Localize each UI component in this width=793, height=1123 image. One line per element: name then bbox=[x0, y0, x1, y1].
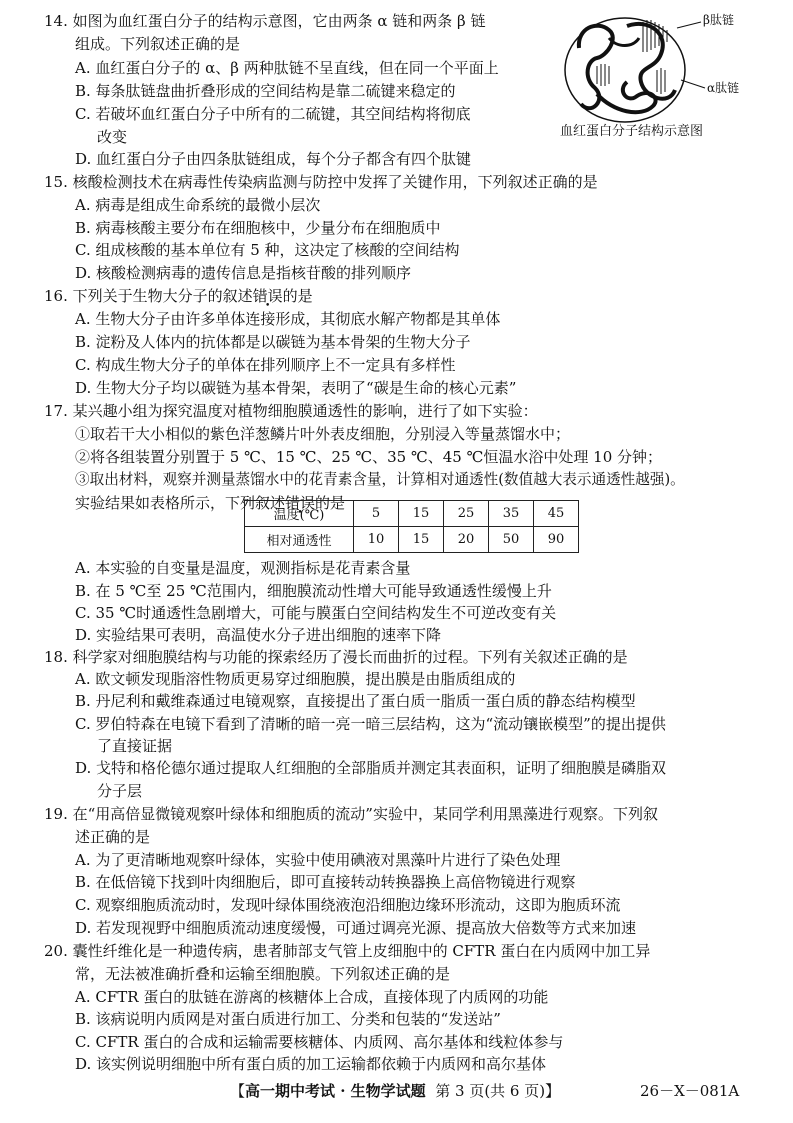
q17-stem: 17. 某兴趣小组为探究温度对植物细胞膜通透性的影响，进行了如下实验： bbox=[44, 402, 538, 420]
q19-option-d: D. 若发现视野中细胞质流动速度缓慢，可通过调亮光源、提高放大倍数等方式来加速 bbox=[75, 919, 637, 937]
q17-option-c: C. 35 ℃时通透性急剧增大，可能与膜蛋白空间结构发生不可逆改变有关 bbox=[75, 604, 557, 622]
q18-option-c: C. 罗伯特森在电镜下看到了清晰的暗一亮一暗三层结构，这为“流动镶嵌模型”的提出提供 bbox=[75, 715, 666, 733]
q16-option-a: A. 生物大分子由许多单体连接形成，其彻底水解产物都是其单体 bbox=[75, 310, 501, 328]
q16-stem-post: 的是 bbox=[282, 287, 313, 305]
q17-result-pre: 实验结果如表格所示，下列叙述 bbox=[75, 494, 286, 512]
table-row bbox=[245, 501, 579, 527]
q16-option-d: D. 生物大分子均以碳链为基本骨架，表明了“碳是生命的核心元素” bbox=[75, 379, 517, 397]
table-cell: 50 bbox=[489, 527, 534, 553]
figure-caption: 血红蛋白分子结构示意图 bbox=[560, 124, 704, 139]
q17-step-1: ①取若干大小相似的紫色洋葱鳞片叶外表皮细胞，分别浸入等量蒸馏水中； bbox=[75, 425, 571, 443]
q15-option-b: B. 病毒核酸主要分布在细胞核中，少量分布在细胞质中 bbox=[75, 219, 441, 237]
q15-option-c: C. 组成核酸的基本单位有 5 种，这决定了核酸的空间结构 bbox=[75, 241, 460, 259]
table-cell: 5 bbox=[354, 501, 399, 527]
q20-option-b: B. 该病说明内质网是对蛋白质进行加工、分类和包装的“发送站” bbox=[75, 1010, 501, 1028]
q17-step-3: ③取出材料，观察并测量蒸馏水中的花青素含量，计算相对通透性(数值越大表示通透性越强)。 bbox=[75, 471, 685, 488]
q17-option-a: A. 本实验的自变量是温度，观测指标是花青素含量 bbox=[75, 559, 411, 577]
q18-option-c-cont: 了直接证据 bbox=[97, 737, 173, 755]
beta-chain-label: β肽链 bbox=[703, 13, 734, 27]
results-table bbox=[244, 500, 579, 553]
q16-stem-pre: 16. 下列关于生物大分子的叙述 bbox=[44, 287, 253, 305]
q19-option-b: B. 在低倍镜下找到叶肉细胞后，即可直接转动转换器换上高倍物镜进行观察 bbox=[75, 873, 576, 891]
q20-stem-line1: 20. 囊性纤维化是一种遗传病，患者肺部支气管上皮细胞中的 CFTR 蛋白在内质网中加工异 bbox=[44, 942, 651, 960]
table-cell: 15 bbox=[399, 527, 444, 553]
footer-title: 高一期中考试 · 生物学试题 bbox=[245, 1082, 426, 1100]
q17-result-emphasis: 错误 bbox=[285, 494, 316, 512]
q20-option-a: A. CFTR 蛋白的肽链在游离的核糖体上合成，直接体现了内质网的功能 bbox=[75, 988, 549, 1006]
q14-option-c: C. 若破坏血红蛋白分子中所有的二硫键，其空间结构将彻底 bbox=[75, 105, 471, 123]
q14-option-b: B. 每条肽链盘曲折叠形成的空间结构是靠二硫键来稳定的 bbox=[75, 82, 456, 100]
q18-stem: 18. 科学家对细胞膜结构与功能的探索经历了漫长而曲折的过程。下列有关叙述正确的是 bbox=[44, 648, 628, 666]
table-cell: 25 bbox=[444, 501, 489, 527]
q20-option-c: C. CFTR 蛋白的合成和运输需要核糖体、内质网、高尔基体和线粒体参与 bbox=[75, 1033, 564, 1051]
q18-option-d: D. 戈特和格伦德尔通过提取人红细胞的全部脂质并测定其表面积，证明了细胞膜是磷脂双 bbox=[75, 759, 667, 777]
q19-option-a: A. 为了更清晰地观察叶绿体，实验中使用碘液对黑藻叶片进行了染色处理 bbox=[75, 851, 561, 869]
q16-option-b: B. 淀粉及人体内的抗体都是以碳链为基本骨架的生物大分子 bbox=[75, 333, 471, 351]
footer-bracket-open: 【 bbox=[230, 1082, 246, 1100]
q15-option-a: A. 病毒是组成生命系统的最微小层次 bbox=[75, 196, 321, 214]
q18-option-d-cont: 分子层 bbox=[97, 782, 143, 800]
q15-stem: 15. 核酸检测技术在病毒性传染病监测与防控中发挥了关键作用，下列叙述正确的是 bbox=[44, 173, 598, 191]
q15-option-d: D. 核酸检测病毒的遗传信息是指核苷酸的排列顺序 bbox=[75, 264, 412, 282]
table-cell: 35 bbox=[489, 501, 534, 527]
table-cell: 10 bbox=[354, 527, 399, 553]
table-cell: 45 bbox=[534, 501, 579, 527]
footer-page-number: 第 3 页(共 6 页) bbox=[435, 1082, 546, 1100]
q16-stem-emphasis: 错误 bbox=[252, 287, 283, 305]
q17-option-b: B. 在 5 ℃至 25 ℃范围内，细胞膜流动性增大可能导致通透性缓慢上升 bbox=[75, 582, 552, 600]
q19-stem-line2: 述正确的是 bbox=[75, 828, 151, 846]
q14-stem-line2: 组成。下列叙述正确的是 bbox=[75, 35, 241, 53]
q18-option-a: A. 欧文顿发现脂溶性物质更易穿过细胞膜，提出膜是由脂质组成的 bbox=[75, 670, 516, 688]
q19-stem-line1: 19. 在“用高倍显微镜观察叶绿体和细胞质的流动”实验中，某同学利用黑藻进行观察。下列叙 bbox=[44, 805, 658, 823]
q14-option-a: A. 血红蛋白分子的 α、β 两种肽链不呈直线，但在同一个平面上 bbox=[75, 59, 499, 77]
table-row-header: 温度(℃) bbox=[245, 501, 354, 527]
table-cell: 20 bbox=[444, 527, 489, 553]
q19-option-c: C. 观察细胞质流动时，发现叶绿体围绕液泡沿细胞边缘环形流动，这即为胞质环流 bbox=[75, 896, 621, 914]
hemoglobin-figure bbox=[557, 8, 753, 136]
q17-step-2: ②将各组装置分别置于 5 ℃、15 ℃、25 ℃、35 ℃、45 ℃恒温水浴中处理 10 分钟； bbox=[75, 448, 663, 466]
q14-option-d: D. 血红蛋白分子由四条肽链组成，每个分子都含有四个肽键 bbox=[75, 150, 472, 168]
q14-option-c-cont: 改变 bbox=[97, 128, 128, 146]
q17-result-post: 的是 bbox=[315, 494, 346, 512]
q14-stem-line1: 14. 如图为血红蛋白分子的结构示意图，它由两条 α 链和两条 β 链 bbox=[44, 12, 486, 30]
q16-option-c: C. 构成生物大分子的单体在排列顺序上不一定具有多样性 bbox=[75, 356, 456, 374]
footer-code: 26－X－081A bbox=[640, 1082, 740, 1100]
q20-option-d: D. 该实例说明细胞中所有蛋白质的加工运输都依赖于内质网和高尔基体 bbox=[75, 1055, 547, 1073]
q20-stem-line2: 常，无法被准确折叠和运输至细胞膜。下列叙述正确的是 bbox=[75, 965, 451, 983]
table-cell: 15 bbox=[399, 501, 444, 527]
alpha-chain-label: α肽链 bbox=[707, 81, 740, 95]
page-footer bbox=[230, 1080, 560, 1101]
table-cell: 90 bbox=[534, 527, 579, 553]
beta-chain-left bbox=[579, 26, 613, 109]
footer-bracket-close: 】 bbox=[545, 1082, 561, 1100]
q17-option-d: D. 实验结果可表明，高温使水分子进出细胞的速率下降 bbox=[75, 626, 442, 644]
table-row-header: 相对通透性 bbox=[245, 527, 354, 553]
table-row bbox=[245, 527, 579, 553]
q18-option-b: B. 丹尼利和戴维森通过电镜观察，直接提出了蛋白质一脂质一蛋白质的静态结构模型 bbox=[75, 692, 636, 710]
q16-stem bbox=[44, 285, 313, 307]
alpha-chain-lower bbox=[597, 82, 656, 112]
